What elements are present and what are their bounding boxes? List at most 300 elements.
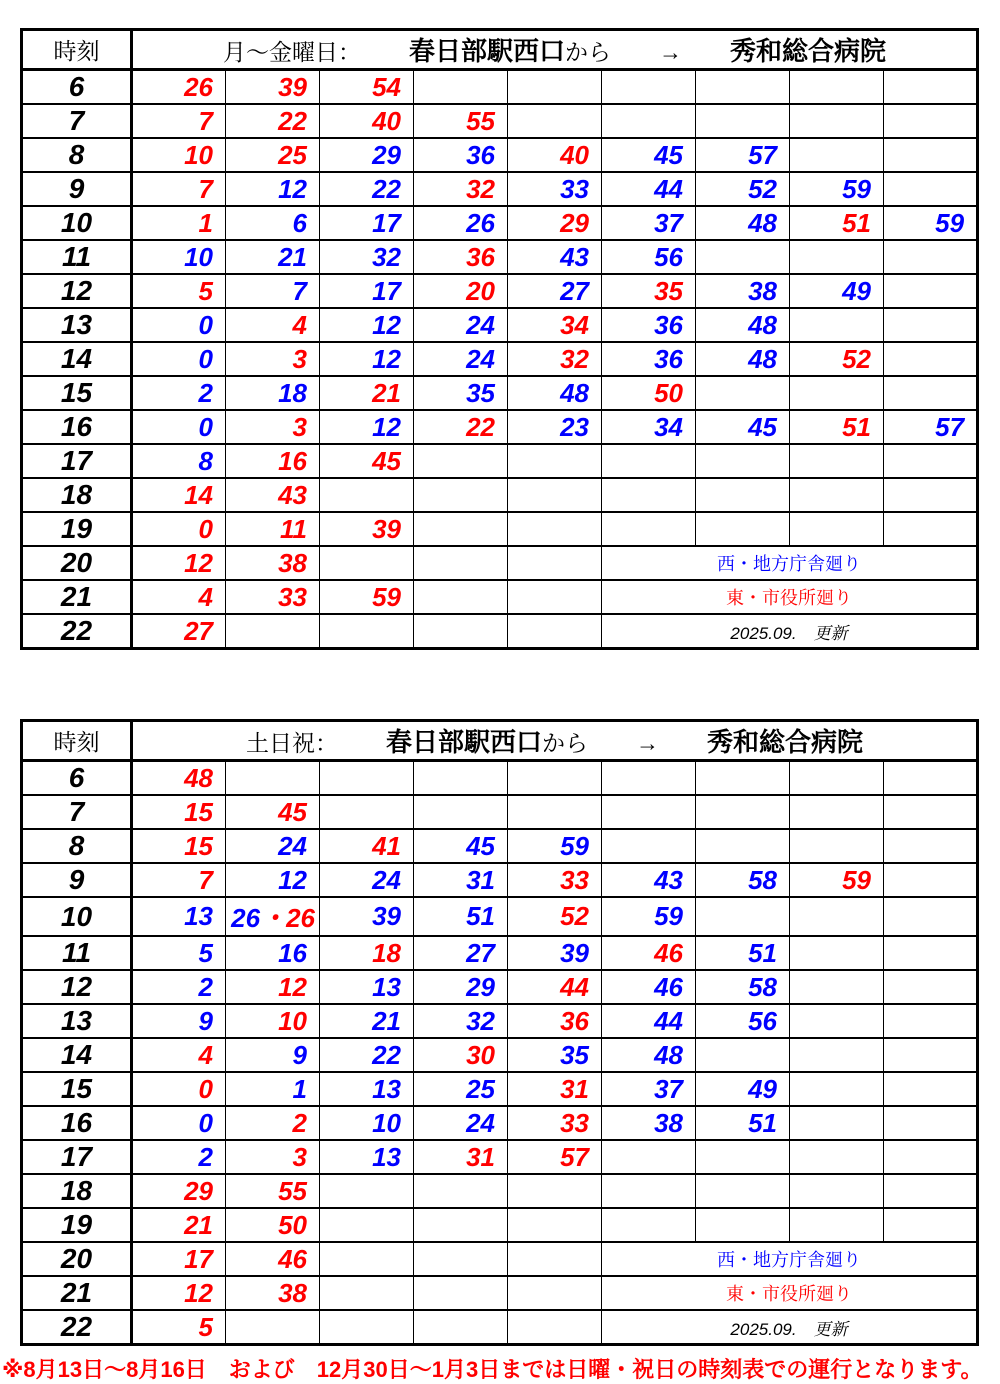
- minute-cell: [132, 410, 226, 444]
- empty-cell: [790, 512, 884, 546]
- hour-cell: 6: [22, 70, 132, 105]
- minute-value: 18: [278, 377, 307, 408]
- title-segment: →: [636, 730, 659, 756]
- minute-cell: [320, 444, 414, 478]
- minute-cell: [508, 936, 602, 970]
- minute-value: 35: [560, 1039, 589, 1070]
- minute-value: 21: [372, 377, 401, 408]
- minute-cell: [414, 138, 508, 172]
- empty-cell: [696, 478, 790, 512]
- hour-row-14: [22, 342, 978, 376]
- minute-value: 52: [842, 343, 871, 374]
- title-segment: 春日部駅西口: [385, 727, 542, 757]
- minute-value: 32: [466, 173, 495, 204]
- hour-row-7: [22, 104, 978, 138]
- empty-cell: [508, 614, 602, 649]
- minute-value: 16: [278, 445, 307, 476]
- minute-cell: [320, 863, 414, 897]
- minute-value: 32: [372, 241, 401, 272]
- hour-row-15: [22, 376, 978, 410]
- minute-cell: [320, 970, 414, 1004]
- minute-value: 48: [560, 377, 589, 408]
- updated-cell: 2025.09. 更新: [602, 614, 978, 649]
- empty-cell: [508, 761, 602, 796]
- footnote: ※8月13日～8月16日 および 12月30日～1月3日までは日曜・祝日の時刻表での運行となります。: [2, 1357, 983, 1382]
- minute-value: 51: [748, 937, 777, 968]
- empty-cell: [696, 376, 790, 410]
- empty-cell: [790, 104, 884, 138]
- hour-cell: 17: [22, 1140, 132, 1174]
- minute-cell: [508, 172, 602, 206]
- empty-cell: [602, 761, 696, 796]
- legend-east-cell: 東・市役所廻り: [602, 1276, 978, 1310]
- empty-cell: [696, 104, 790, 138]
- empty-cell: [602, 1208, 696, 1242]
- hour-cell: 10: [22, 897, 132, 936]
- empty-cell: [508, 546, 602, 580]
- minute-cell: [508, 1038, 602, 1072]
- minute-value: 17: [184, 1243, 213, 1274]
- empty-cell: [790, 1140, 884, 1174]
- hour-cell: 16: [22, 410, 132, 444]
- empty-cell: [414, 761, 508, 796]
- minute-cell: [226, 546, 320, 580]
- minute-value: 17: [372, 275, 401, 306]
- minute-value: 37: [654, 207, 683, 238]
- minute-cell: [320, 172, 414, 206]
- empty-cell: [602, 444, 696, 478]
- minute-cell: [132, 444, 226, 478]
- hour-cell: 22: [22, 1310, 132, 1345]
- minute-cell: [414, 936, 508, 970]
- empty-cell: [696, 512, 790, 546]
- empty-cell: [696, 1140, 790, 1174]
- empty-cell: [696, 761, 790, 796]
- minute-cell: [790, 342, 884, 376]
- minute-cell: [132, 761, 226, 796]
- minute-value: 26: [231, 903, 261, 933]
- empty-cell: [508, 70, 602, 105]
- minute-cell: [508, 206, 602, 240]
- empty-cell: [790, 1004, 884, 1038]
- minute-cell: [320, 1072, 414, 1106]
- minute-value: 0: [198, 343, 213, 374]
- empty-cell: [790, 970, 884, 1004]
- minute-cell: [226, 240, 320, 274]
- header-row: [22, 721, 978, 761]
- empty-cell: [790, 444, 884, 478]
- minute-value: 54: [372, 71, 401, 102]
- updated-cell: 2025.09. 更新: [602, 1310, 978, 1345]
- legend-east-cell: 東・市役所廻り: [602, 580, 978, 614]
- minute-cell: [790, 863, 884, 897]
- hour-row-13: [22, 308, 978, 342]
- minute-value: 1: [198, 207, 213, 238]
- minute-value: 16: [278, 937, 307, 968]
- minute-value: 44: [654, 173, 683, 204]
- minute-value: 46: [278, 1243, 307, 1274]
- hour-cell: 14: [22, 1038, 132, 1072]
- minute-value: 55: [278, 1175, 307, 1206]
- hour-row-19: [22, 512, 978, 546]
- empty-cell: [696, 444, 790, 478]
- empty-cell: [884, 1140, 978, 1174]
- hour-cell: 14: [22, 342, 132, 376]
- minute-value: 36: [654, 309, 683, 340]
- minute-value: 36: [560, 1005, 589, 1036]
- minute-value: 22: [278, 105, 307, 136]
- minute-cell: [226, 897, 320, 936]
- minute-cell: [226, 1208, 320, 1242]
- minute-value: 15: [184, 830, 213, 861]
- empty-cell: [696, 897, 790, 936]
- minute-value: 2: [198, 971, 213, 1002]
- minute-value: 29: [372, 139, 401, 170]
- minute-cell: [132, 376, 226, 410]
- empty-cell: [226, 614, 320, 649]
- minute-value: 12: [278, 971, 307, 1002]
- minute-cell: [602, 308, 696, 342]
- minute-value: 17: [372, 207, 401, 238]
- hour-cell: 21: [22, 580, 132, 614]
- empty-cell: [508, 478, 602, 512]
- empty-cell: [884, 240, 978, 274]
- title-segment: 土日祝：: [245, 730, 338, 756]
- minute-cell: [132, 614, 226, 649]
- minute-value: 10: [184, 241, 213, 272]
- hour-row-7: [22, 795, 978, 829]
- hour-cell: 12: [22, 970, 132, 1004]
- minute-value: 18: [372, 937, 401, 968]
- minute-cell: [320, 206, 414, 240]
- minute-value: 56: [748, 1005, 777, 1036]
- minute-cell: [414, 342, 508, 376]
- minute-value: 48: [748, 309, 777, 340]
- minute-value: 50: [654, 377, 683, 408]
- empty-cell: [884, 308, 978, 342]
- hour-row-9: [22, 863, 978, 897]
- hour-row-16: [22, 1106, 978, 1140]
- minute-cell: [602, 138, 696, 172]
- minute-cell: [226, 104, 320, 138]
- empty-cell: [790, 1208, 884, 1242]
- minute-value: 45: [654, 139, 683, 170]
- empty-cell: [414, 70, 508, 105]
- minute-value: 43: [560, 241, 589, 272]
- minute-cell: [132, 795, 226, 829]
- hour-cell: 11: [22, 240, 132, 274]
- empty-cell: [790, 70, 884, 105]
- empty-cell: [320, 1310, 414, 1345]
- hour-cell: 7: [22, 104, 132, 138]
- hour-cell: 19: [22, 512, 132, 546]
- empty-cell: [414, 444, 508, 478]
- minute-value: 56: [654, 241, 683, 272]
- title-segment: 秀和総合病院: [707, 727, 864, 757]
- minute-value: 36: [466, 139, 495, 170]
- minute-value: 7: [198, 105, 213, 136]
- empty-cell: [790, 897, 884, 936]
- minute-value: 12: [184, 1277, 213, 1308]
- empty-cell: [790, 1072, 884, 1106]
- minute-value: 59: [372, 581, 401, 612]
- hour-cell: 18: [22, 478, 132, 512]
- empty-cell: [320, 478, 414, 512]
- minute-value: 43: [278, 479, 307, 510]
- minute-cell: [320, 410, 414, 444]
- hour-cell: 20: [22, 1242, 132, 1276]
- minute-cell: [508, 308, 602, 342]
- minute-value: 0: [198, 411, 213, 442]
- hour-row-12: [22, 970, 978, 1004]
- minute-cell: [602, 274, 696, 308]
- minute-cell: [414, 376, 508, 410]
- minute-cell: [132, 240, 226, 274]
- title-segment: 春日部駅西口: [409, 36, 566, 66]
- minute-value: 0: [198, 513, 213, 544]
- minute-value: 29: [466, 971, 495, 1002]
- empty-cell: [696, 1038, 790, 1072]
- minute-cell: [226, 829, 320, 863]
- hour-row-12: [22, 274, 978, 308]
- empty-cell: [790, 376, 884, 410]
- minute-value: 50: [278, 1209, 307, 1240]
- minute-value: 7: [198, 173, 213, 204]
- minute-cell: [414, 410, 508, 444]
- minute-value: 5: [198, 937, 213, 968]
- empty-cell: [508, 795, 602, 829]
- minute-cell: [320, 138, 414, 172]
- hour-row-6: [22, 70, 978, 105]
- minute-cell: [602, 936, 696, 970]
- minute-value: 33: [560, 1107, 589, 1138]
- hour-row-22: [22, 1310, 978, 1345]
- hour-cell: 15: [22, 1072, 132, 1106]
- minute-cell: [132, 512, 226, 546]
- minute-cell: [508, 829, 602, 863]
- minute-value: 44: [654, 1005, 683, 1036]
- minute-value: 22: [372, 1039, 401, 1070]
- empty-cell: [508, 512, 602, 546]
- hour-cell: 22: [22, 614, 132, 649]
- minute-value: 39: [372, 901, 401, 931]
- minute-value: 35: [466, 377, 495, 408]
- hour-row-6: [22, 761, 978, 796]
- empty-cell: [790, 761, 884, 796]
- minute-cell: [602, 1106, 696, 1140]
- empty-cell: [414, 580, 508, 614]
- minute-value: 15: [184, 796, 213, 827]
- empty-cell: [414, 1174, 508, 1208]
- minute-cell: [226, 410, 320, 444]
- hour-cell: 16: [22, 1106, 132, 1140]
- empty-cell: [696, 1174, 790, 1208]
- hour-row-15: [22, 1072, 978, 1106]
- minute-cell: [696, 138, 790, 172]
- minute-cell: [132, 308, 226, 342]
- empty-cell: [790, 1174, 884, 1208]
- legend-west-cell: 西・地方庁舎廻り: [602, 546, 978, 580]
- empty-cell: [602, 829, 696, 863]
- minute-cell: [320, 897, 414, 936]
- minute-cell: [508, 240, 602, 274]
- minute-cell: [320, 376, 414, 410]
- empty-cell: [508, 104, 602, 138]
- empty-cell: [320, 1208, 414, 1242]
- empty-cell: [320, 1242, 414, 1276]
- minute-cell: [696, 342, 790, 376]
- minute-cell: [508, 342, 602, 376]
- minute-value: 30: [466, 1039, 495, 1070]
- minute-cell: [602, 897, 696, 936]
- minute-value: 21: [278, 241, 307, 272]
- empty-cell: [696, 70, 790, 105]
- minute-cell: [132, 1276, 226, 1310]
- empty-cell: [884, 897, 978, 936]
- minute-cell: [132, 1106, 226, 1140]
- minute-cell: [132, 863, 226, 897]
- empty-cell: [884, 342, 978, 376]
- minute-value: 12: [372, 343, 401, 374]
- minute-value: 23: [560, 411, 589, 442]
- hour-cell: 8: [22, 829, 132, 863]
- minute-value: 5: [198, 1311, 213, 1342]
- minute-cell: [508, 138, 602, 172]
- minute-value: 43: [654, 864, 683, 895]
- hour-row-18: [22, 478, 978, 512]
- minute-value: 1: [292, 1073, 307, 1104]
- minute-cell: [132, 478, 226, 512]
- minute-cell: [226, 342, 320, 376]
- minute-value: 59: [935, 207, 965, 238]
- minute-value: 41: [372, 830, 401, 861]
- minute-cell: [132, 104, 226, 138]
- hour-row-8: [22, 829, 978, 863]
- minute-cell: [508, 410, 602, 444]
- minute-cell: [132, 1140, 226, 1174]
- minute-cell: [132, 1310, 226, 1345]
- title-segment: →: [659, 39, 683, 65]
- minute-cell: [414, 240, 508, 274]
- minute-value: 57: [935, 411, 965, 442]
- empty-cell: [414, 478, 508, 512]
- minute-cell: [226, 478, 320, 512]
- title-segment: 月～金曜日：: [223, 39, 361, 65]
- empty-cell: [790, 829, 884, 863]
- minute-cell: [884, 206, 978, 240]
- minute-value: 4: [292, 309, 307, 340]
- minute-value: 12: [278, 173, 307, 204]
- minute-cell: [132, 580, 226, 614]
- minute-cell: [414, 104, 508, 138]
- minute-value: 22: [372, 173, 401, 204]
- empty-cell: [884, 1072, 978, 1106]
- empty-cell: [884, 1208, 978, 1242]
- minute-value: 52: [748, 173, 777, 204]
- minute-value: 46: [654, 971, 683, 1002]
- minute-value: 35: [654, 275, 683, 306]
- empty-cell: [320, 546, 414, 580]
- minute-cell: [226, 172, 320, 206]
- minute-cell: [226, 376, 320, 410]
- minute-value: 59: [654, 901, 683, 931]
- empty-cell: [414, 546, 508, 580]
- title-segment: 秀和総合病院: [730, 36, 887, 66]
- minute-value: 45: [748, 411, 777, 442]
- empty-cell: [790, 936, 884, 970]
- table-title: [132, 30, 978, 70]
- empty-cell: [602, 795, 696, 829]
- minute-value: 48: [184, 762, 213, 793]
- empty-cell: [602, 1140, 696, 1174]
- minute-value: 31: [560, 1073, 589, 1104]
- minute-value: 59: [842, 173, 871, 204]
- minute-value: 21: [372, 1005, 401, 1036]
- minute-cell: [132, 546, 226, 580]
- minute-value: 38: [278, 547, 307, 578]
- minute-value: 32: [560, 343, 589, 374]
- minute-cell: [696, 410, 790, 444]
- hour-row-9: [22, 172, 978, 206]
- minute-cell: [226, 1276, 320, 1310]
- minute-value: 3: [292, 411, 307, 442]
- minute-cell: [414, 1072, 508, 1106]
- minute-cell: [602, 172, 696, 206]
- hour-cell: 8: [22, 138, 132, 172]
- minute-value: 26: [466, 207, 495, 238]
- minute-value: 2: [198, 377, 213, 408]
- minute-cell: [320, 1038, 414, 1072]
- minute-cell: [226, 308, 320, 342]
- minute-value: 3: [292, 343, 307, 374]
- minute-value: 44: [560, 971, 589, 1002]
- minute-cell: [320, 274, 414, 308]
- hour-row-11: [22, 240, 978, 274]
- minute-cell: [226, 70, 320, 105]
- minute-cell: [414, 970, 508, 1004]
- minute-cell: [696, 1004, 790, 1038]
- minute-cell: [414, 1004, 508, 1038]
- empty-cell: [884, 104, 978, 138]
- minute-value: 24: [278, 830, 307, 861]
- minute-value: 27: [184, 615, 213, 646]
- minute-cell: [132, 1072, 226, 1106]
- minute-cell: [602, 1072, 696, 1106]
- minute-cell: [132, 829, 226, 863]
- empty-cell: [696, 829, 790, 863]
- minute-value: 31: [466, 864, 495, 895]
- minute-value: 49: [748, 1073, 777, 1104]
- minute-cell: [602, 240, 696, 274]
- empty-cell: [320, 761, 414, 796]
- empty-cell: [320, 614, 414, 649]
- minute-cell: [226, 795, 320, 829]
- minute-cell: [508, 1004, 602, 1038]
- minute-cell: [132, 172, 226, 206]
- minute-cell: [414, 1106, 508, 1140]
- empty-cell: [508, 444, 602, 478]
- minute-cell: [132, 1174, 226, 1208]
- minute-cell: [320, 580, 414, 614]
- minute-cell: [226, 206, 320, 240]
- hour-row-17: [22, 1140, 978, 1174]
- empty-cell: [790, 795, 884, 829]
- hour-row-19: [22, 1208, 978, 1242]
- minute-value: 29: [184, 1175, 213, 1206]
- minute-cell: [414, 274, 508, 308]
- minute-value: 38: [278, 1277, 307, 1308]
- empty-cell: [884, 274, 978, 308]
